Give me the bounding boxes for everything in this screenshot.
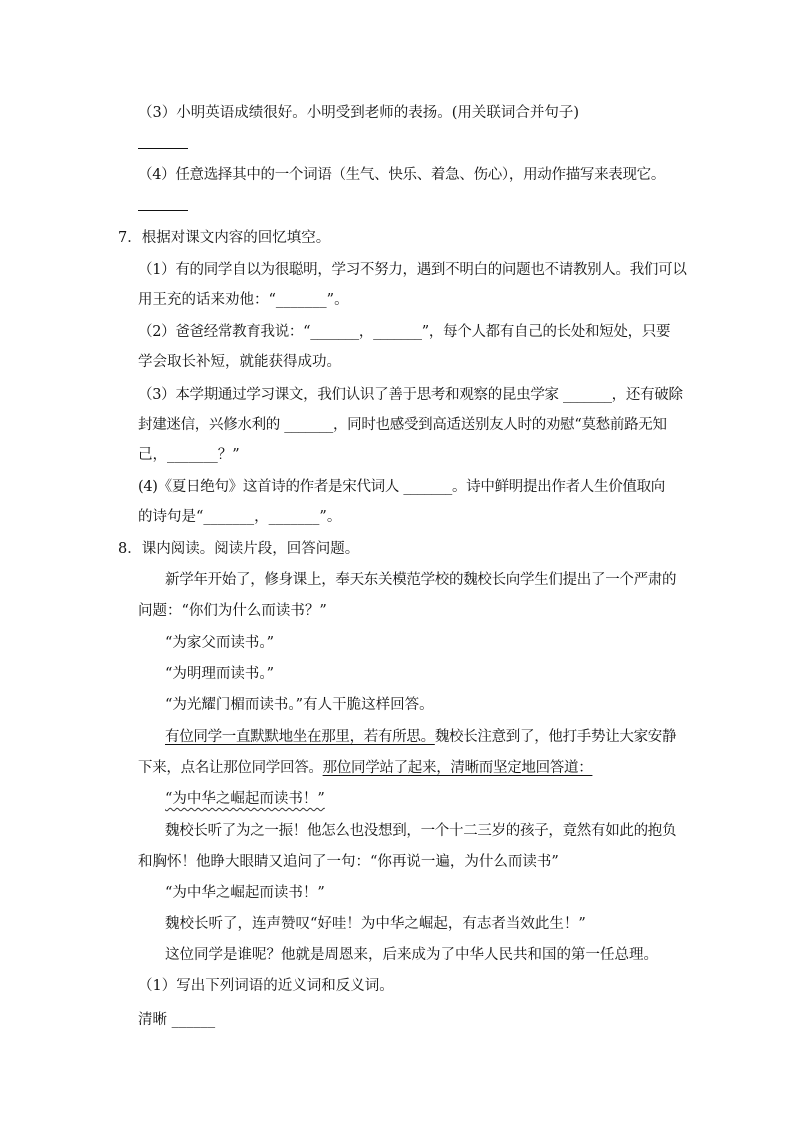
q6-item3: （3）小明英语成绩很好。小明受到老师的表扬。(用关联词合并句子): [138, 105, 580, 121]
q7-item1-line1: （1）有的同学自以为很聪明，学习不努力，遇到不明白的问题也不请教别人。我们可以: [138, 262, 687, 278]
answer-blank[interactable]: [138, 210, 188, 211]
q7-item3-line2: 封建迷信，兴修水利的 _______，同时也感受到高适送别友人时的劝慰“莫愁前路无知: [138, 417, 667, 433]
q7-item3-line3: 己，_______？”: [138, 447, 240, 463]
q8-sub1: （1）写出下列词语的近义词和反义词。: [138, 978, 394, 994]
passage-quote-1: “为家父而读书。”: [165, 635, 275, 651]
passage-paragraph-10: 这位同学是谁呢？他就是周恩来，后来成为了中华人民共和国的第一任总理。: [165, 947, 658, 963]
q7-item4-line1: (4)《夏日绝句》这首诗的作者是宋代词人 _______。诗中鲜明提出作者人生价值取向: [138, 479, 665, 495]
q7-item4-line2: 的诗句是“_______，_______”。: [138, 509, 342, 525]
passage-quote-4: “为中华之崛起而读书！”: [165, 885, 325, 901]
underlined-sentence: 那位同学站了起来，清晰而坚定地回答道：: [322, 760, 593, 776]
q8-word-prompt: 清晰 ______: [138, 1012, 216, 1028]
passage-paragraph-9: 魏校长听了，连声赞叹“好哇！为中华之崛起，有志者当效此生！”: [165, 916, 586, 932]
q7-item1-line2: 用王充的话来劝他：“_______”。: [138, 292, 349, 308]
passage-quote-2: “为明理而读书。”: [165, 666, 275, 682]
passage-paragraph-7-line2: 和胸怀！他睁大眼睛又追问了一句：“你再说一遍，为什么而读书”: [138, 854, 559, 870]
sentence-text: 魏校长注意到了，他打手势让大家安静: [434, 729, 677, 745]
sentence-text: 下来，点名让那位同学回答。: [138, 760, 323, 776]
passage-paragraph-7-line1: 魏校长听了为之一振！他怎么也没想到，一个十二三岁的孩子，竟然有如此的抱负: [165, 823, 677, 839]
underlined-sentence: 有位同学一直默默地坐在那里，若有所思。: [165, 729, 435, 745]
q7-item2-line1: （2）爸爸经常教育我说：“_______，_______”，每个人都有自己的长处和短处，只要: [138, 324, 671, 340]
passage-quote-3: “为光耀门楣而读书。”有人干脆这样回答。: [165, 697, 434, 713]
q6-item4: （4）任意选择其中的一个词语（生气、快乐、着急、伤心），用动作描写来表现它。: [138, 167, 666, 183]
passage-paragraph-5-line2: [138, 758, 592, 778]
passage-paragraph-1-line2: 问题：“你们为什么而读书？”: [138, 603, 327, 619]
passage-paragraph-5-line1: [165, 727, 676, 747]
q7-item3-line1: （3）本学期通过学习课文，我们认识了善于思考和观察的昆虫学家 _______，还有破除: [138, 387, 683, 403]
passage-quote-wavy: [165, 789, 325, 809]
passage-paragraph-1-line1: 新学年开始了，修身课上，奉天东关模范学校的魏校长向学生们提出了一个严肃的: [165, 572, 677, 588]
q7-item2-line2: 学会取长补短，就能获得成功。: [138, 354, 341, 370]
q8-title: 8．课内阅读。阅读片段，回答问题。: [118, 541, 360, 557]
wavy-underlined-sentence: “为中华之崛起而读书！”: [165, 791, 325, 807]
q7-title: 7．根据对课文内容的回忆填空。: [118, 230, 331, 246]
answer-blank[interactable]: [138, 148, 188, 149]
